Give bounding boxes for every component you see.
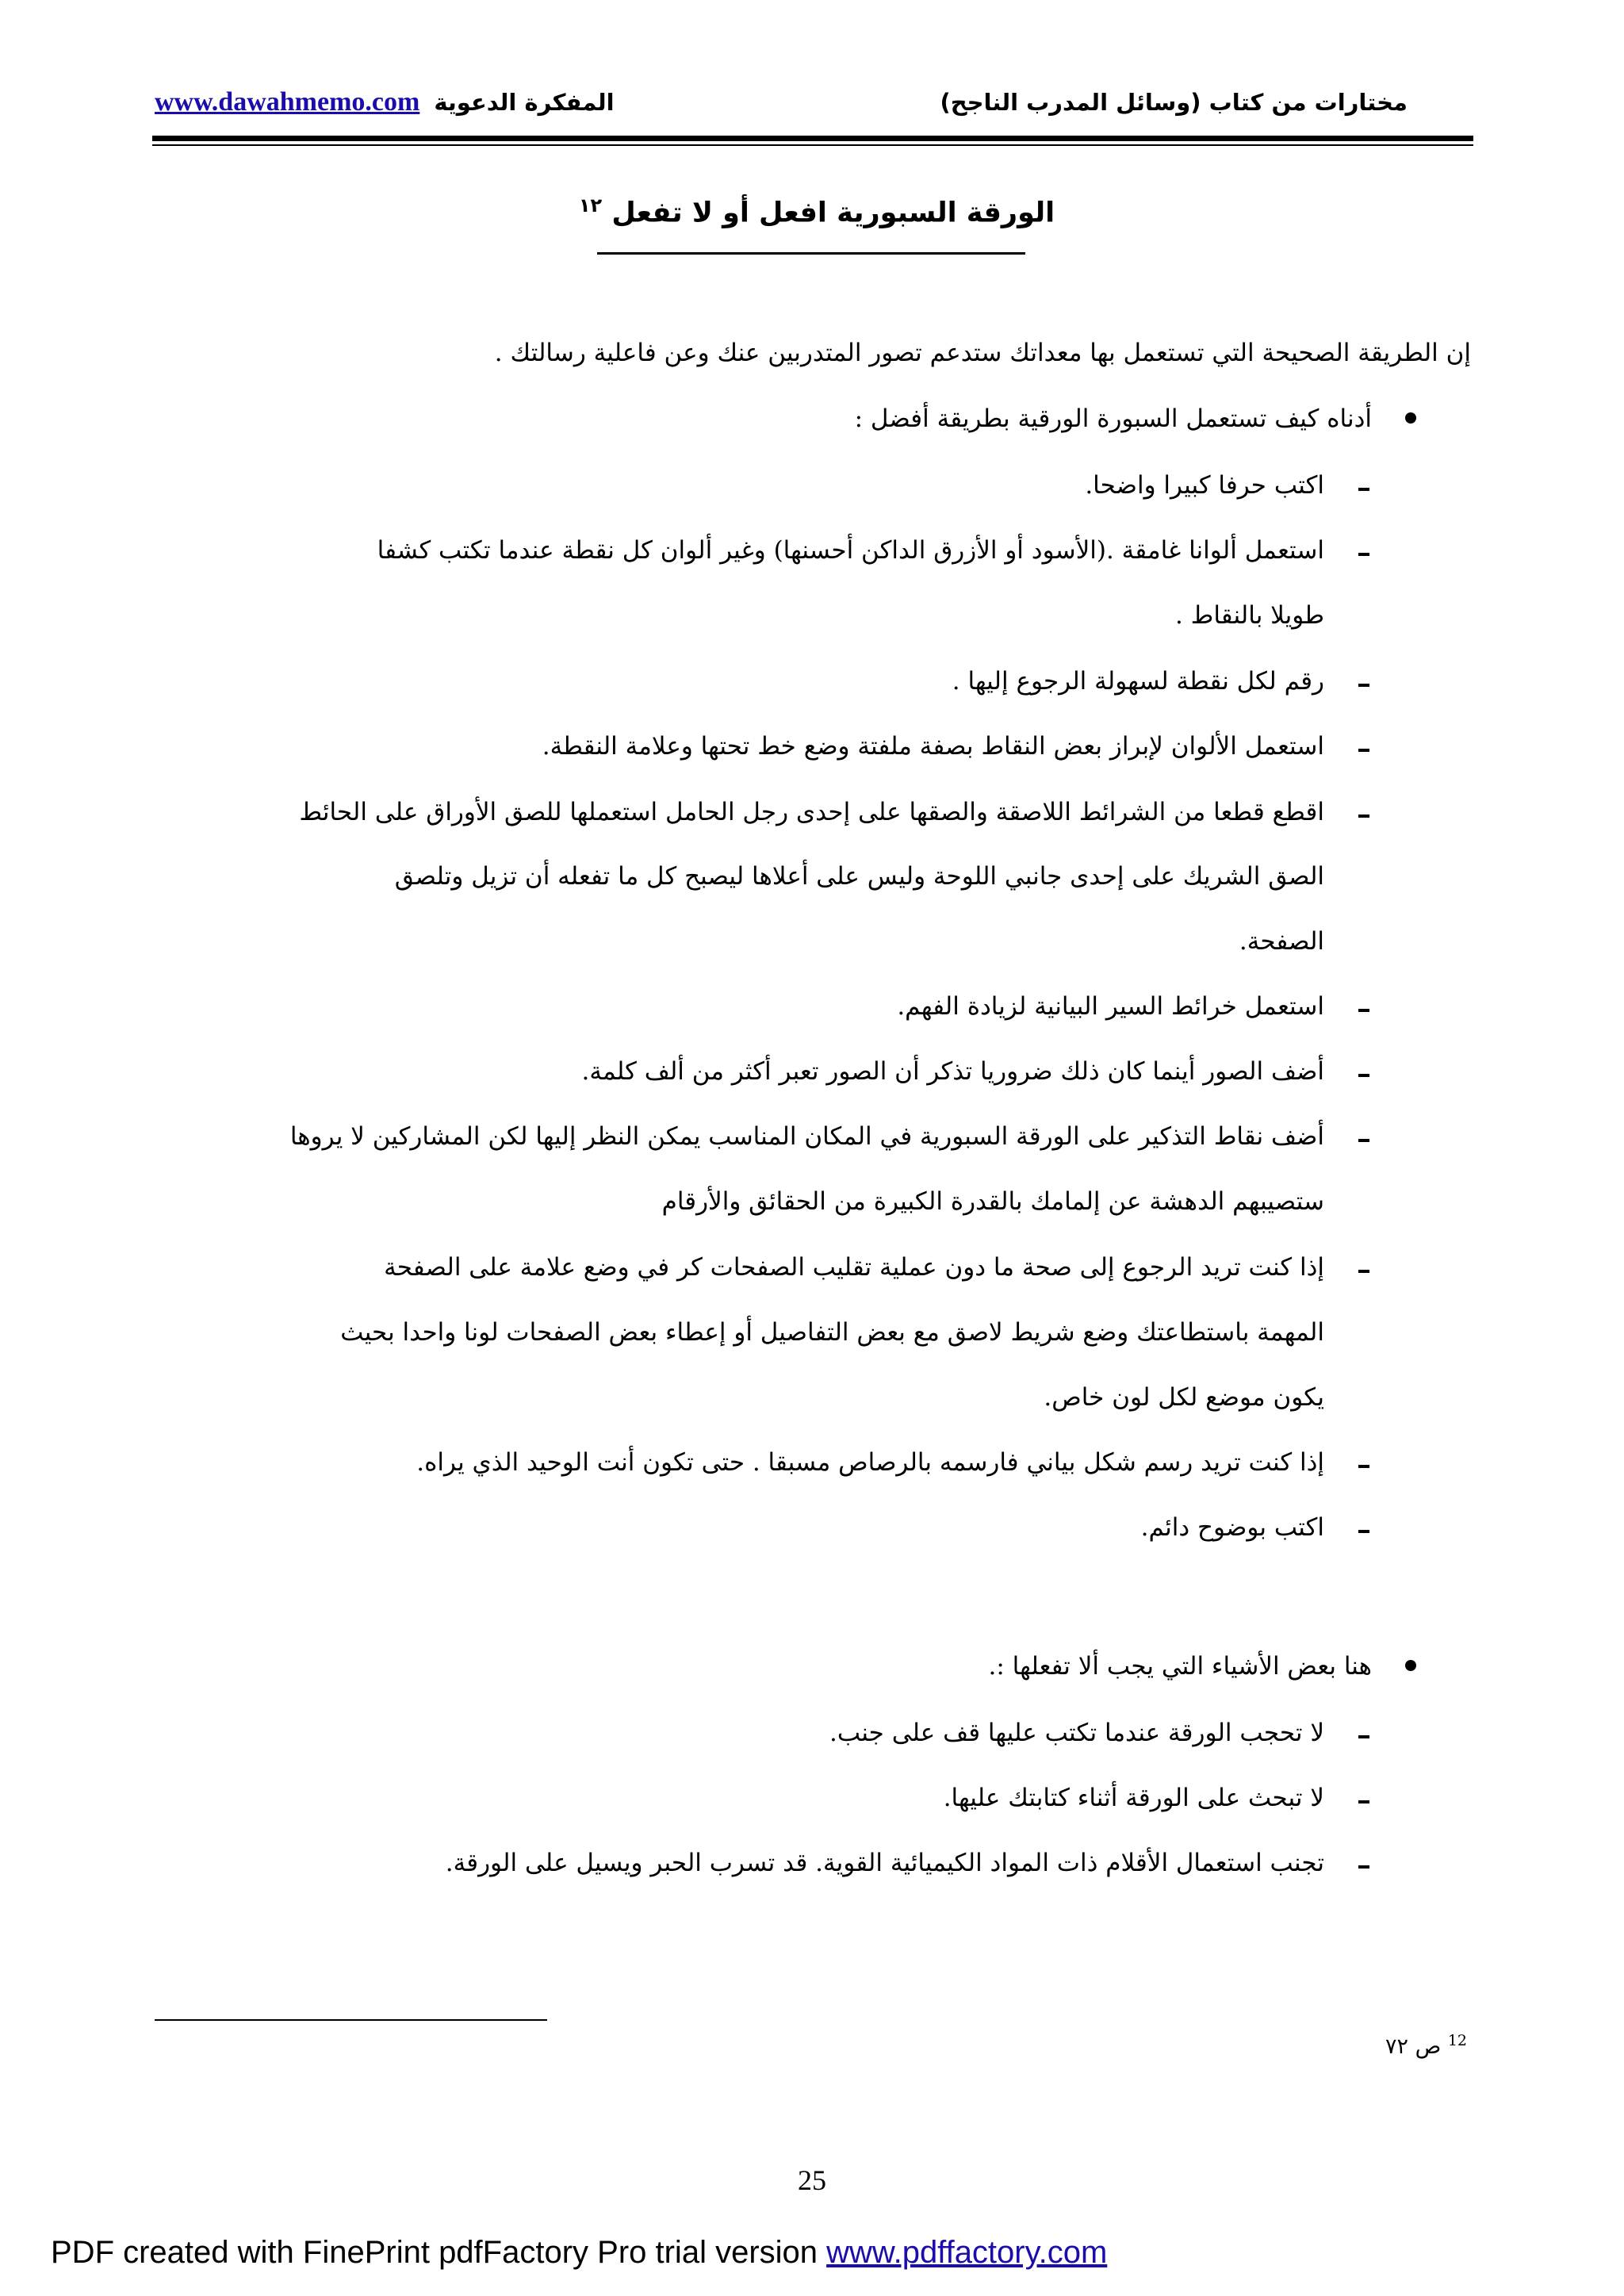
header-book-title: مختارات من كتاب (وسائل المدرب الناجح): [940, 89, 1408, 116]
section-title-underline: [597, 252, 1025, 255]
bullet-icon: [1405, 412, 1416, 424]
footnote: [1237, 2032, 1467, 2059]
dash-icon: [1358, 749, 1369, 752]
bullet-icon: [1405, 1660, 1416, 1671]
dash-icon: [1358, 1865, 1369, 1869]
dont-list-heading: هنا بعض الأشياء التي يجب ألا تفعلها :.: [988, 1652, 1372, 1681]
dash-icon: [1358, 1074, 1369, 1077]
pdf-banner-link[interactable]: www.pdffactory.com: [826, 2235, 1108, 2270]
do-item-3: رقم لكل نقطة لسهولة الرجوع إليها .: [952, 667, 1324, 696]
pdf-banner-text: PDF created with FinePrint pdfFactory Pro trial version: [51, 2235, 827, 2270]
section-title-text: الورقة السبورية افعل أو لا تفعل: [611, 197, 1055, 229]
dash-icon: [1358, 1800, 1369, 1803]
do-item-8-line-1: أضف نقاط التذكير على الورقة السبورية في المكان المناسب يمكن النظر إليها لكن المشاركين لا يروها: [289, 1122, 1324, 1151]
dash-icon: [1358, 1139, 1369, 1142]
do-item-11: اكتب بوضوح دائم.: [1140, 1513, 1324, 1542]
do-item-9-line-1: إذا كنت تريد الرجوع إلى صحة ما دون عملية تقليب الصفحات كر في وضع علامة على الصفحة: [384, 1253, 1324, 1282]
dash-icon: [1358, 1735, 1369, 1738]
header-rule-thin: [152, 144, 1473, 146]
dash-icon: [1358, 815, 1369, 818]
dont-item-1: لا تحجب الورقة عندما تكتب عليها قف على جنب.: [829, 1719, 1324, 1747]
footnote-number: 12: [1447, 2032, 1467, 2049]
dash-icon: [1358, 1530, 1369, 1533]
pdf-banner: [51, 2235, 1240, 2271]
intro-paragraph: إن الطريقة الصحيحة التي تستعمل بها معداتك ستدعم تصور المتدربين عنك وعن فاعلية رسالتك .: [494, 339, 1471, 367]
do-item-9-line-2: المهمة باستطاعتك وضع شريط لاصق مع بعض التفاصيل أو إعطاء بعض الصفحات لونا واحدا بحيث: [340, 1318, 1324, 1347]
header-site: [155, 87, 654, 117]
do-item-2-line-2: طويلا بالنقاط .: [1174, 601, 1324, 630]
do-item-4: استعمل الألوان لإبراز بعض النقاط بصفة ملفتة وضع خط تحتها وعلامة النقطة.: [542, 732, 1324, 761]
dash-icon: [1358, 488, 1369, 491]
dash-icon: [1358, 553, 1369, 556]
dont-item-3: تجنب استعمال الأقلام ذات المواد الكيميائية القوية. قد تسرب الحبر ويسيل على الورقة.: [445, 1849, 1324, 1877]
do-item-1: اكتب حرفا كبيرا واضحا.: [1085, 471, 1324, 500]
do-item-8-line-2: ستصيبهم الدهشة عن إلمامك بالقدرة الكبيرة من الحقائق والأرقام: [661, 1187, 1324, 1216]
dash-icon: [1358, 684, 1369, 687]
do-item-2-line-1: استعمل ألوانا غامقة .(الأسود أو الأزرق الداكن أحسنها) وغير ألوان كل نقطة عندما تكتب كشفا: [377, 536, 1324, 565]
dash-icon: [1358, 1465, 1369, 1468]
footnote-separator: [155, 2019, 547, 2021]
footnote-text: ص ٧٢: [1385, 2034, 1442, 2059]
do-item-5-line-3: الصفحة.: [1239, 927, 1324, 956]
do-item-6: استعمل خرائط السير البيانية لزيادة الفهم.: [897, 992, 1324, 1021]
do-item-9-line-3: يكون موضع لكل لون خاص.: [1044, 1383, 1324, 1412]
section-footnote-ref: ١٢: [578, 194, 603, 217]
header-site-link[interactable]: www.dawahmemo.com: [155, 87, 420, 117]
do-item-10: إذا كنت تريد رسم شكل بياني فارسمه بالرصاص مسبقا . حتى تكون أنت الوحيد الذي يراه.: [416, 1448, 1324, 1477]
dash-icon: [1358, 1270, 1369, 1273]
section-title: [555, 194, 1078, 229]
do-item-5-line-2: الصق الشريك على إحدى جانبي اللوحة وليس على أعلاها ليصبح كل ما تفعله أن تزيل وتلصق: [394, 862, 1324, 891]
header-magazine-name: المفكرة الدعوية: [434, 89, 615, 116]
dont-item-2: لا تبحث على الورقة أثناء كتابتك عليها.: [943, 1784, 1324, 1812]
do-list-heading: أدناه كيف تستعمل السبورة الورقية بطريقة أفضل :: [854, 404, 1372, 433]
do-item-5-line-1: اقطع قطعا من الشرائط اللاصقة والصقها على إحدى رجل الحامل استعملها للصق الأوراق على الحائط: [299, 798, 1324, 826]
page-number: 25: [798, 2164, 826, 2196]
dash-icon: [1358, 1009, 1369, 1012]
do-item-7: أضف الصور أينما كان ذلك ضروريا تذكر أن الصور تعبر أكثر من ألف كلمة.: [581, 1057, 1324, 1086]
header-rule: [152, 136, 1473, 141]
